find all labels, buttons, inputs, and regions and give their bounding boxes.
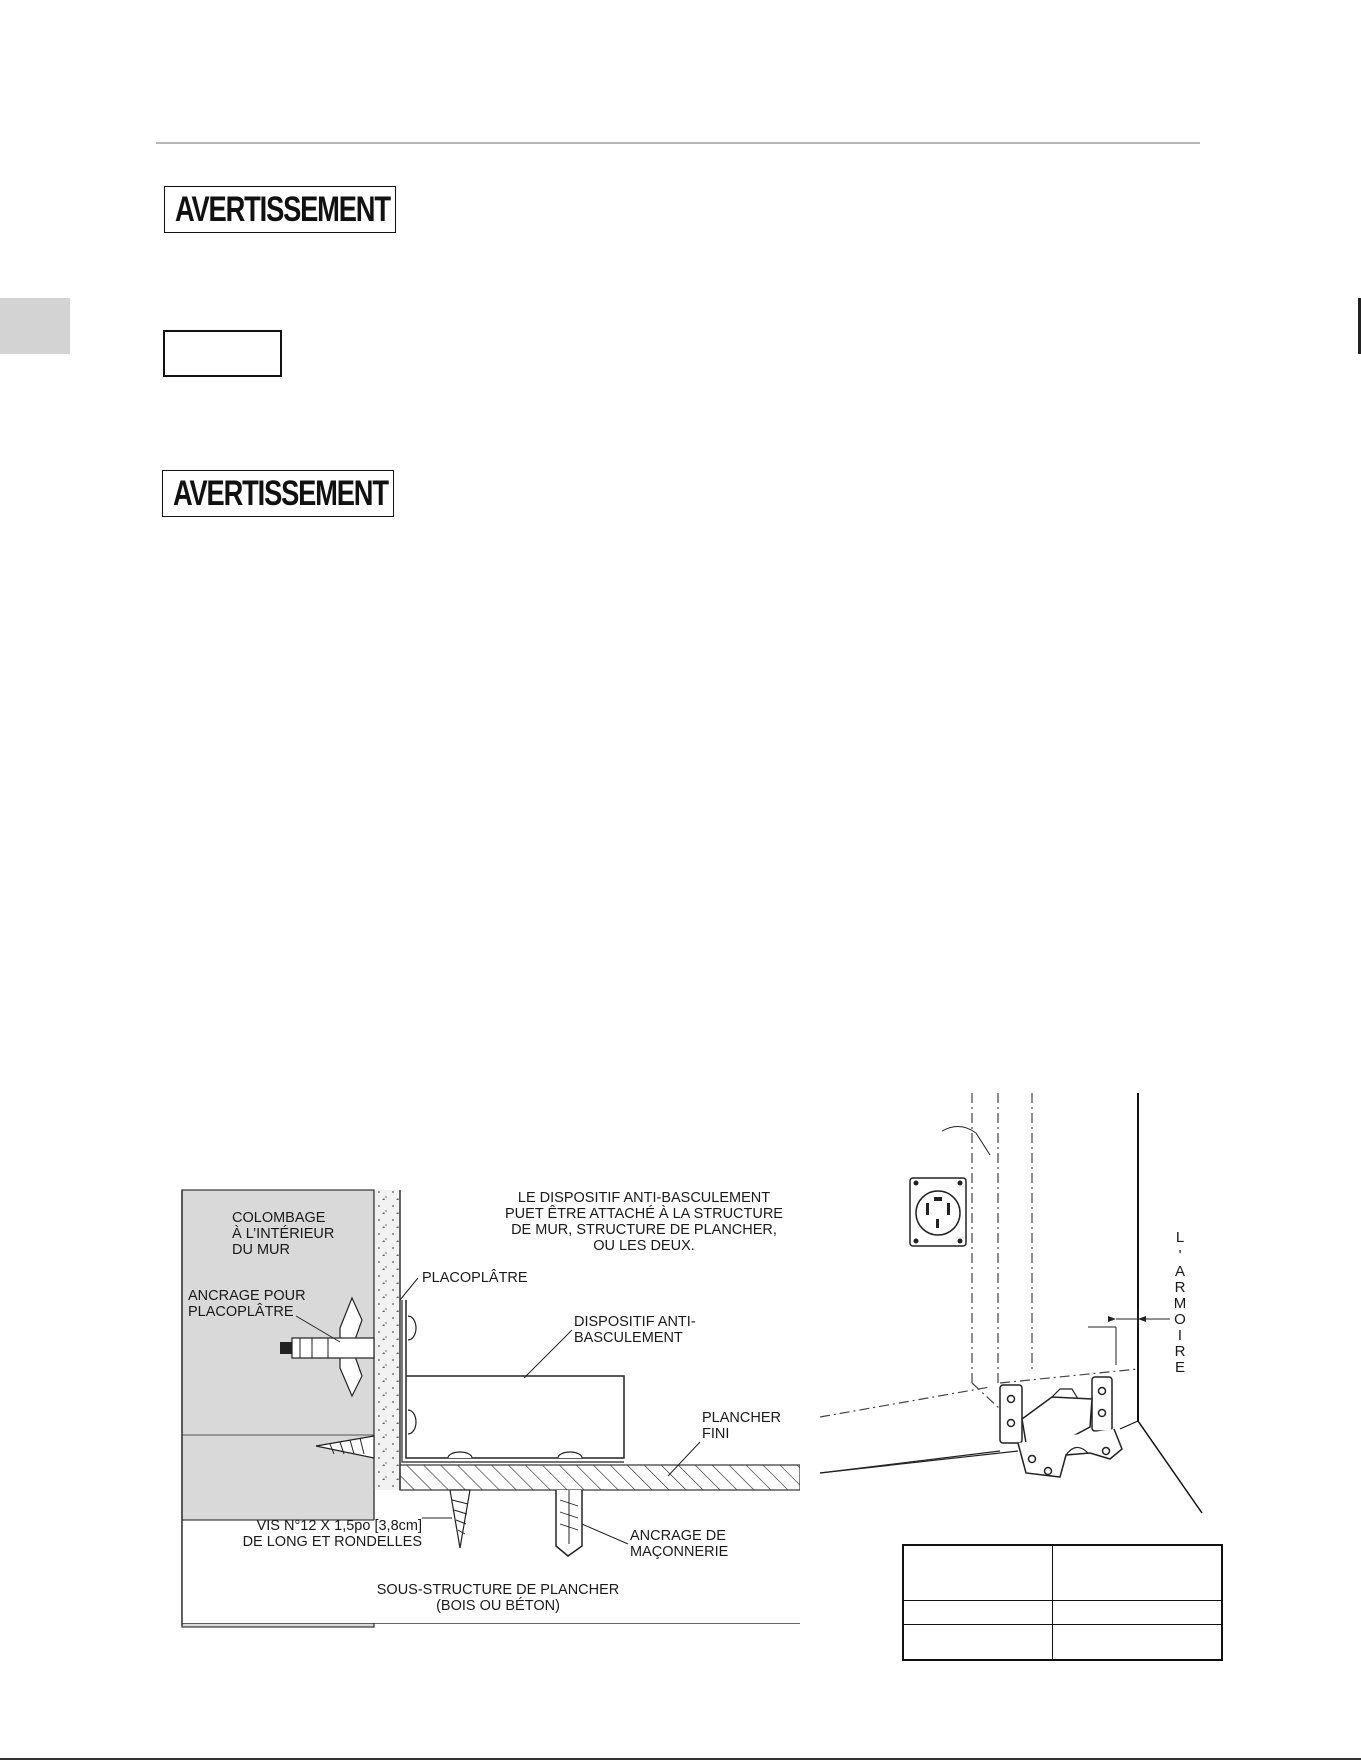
table-row	[903, 1624, 1222, 1660]
label-note: LE DISPOSITIF ANTI-BASCULEMENT PUET ÊTRE ATTACHÉ À LA STRUCTURE DE MUR, STRUCTURE DE PLANCHER, OU LES DEUX.	[505, 1190, 783, 1254]
section-tab	[0, 298, 70, 354]
label-dispositif: DISPOSITIF ANTI- BASCULEMENT	[574, 1314, 696, 1346]
vertical-label-letter: A	[1174, 1263, 1185, 1280]
bottom-rule	[0, 1758, 1361, 1760]
label-ancrage-placoplatre: ANCRAGE POUR PLACOPLÂTRE	[188, 1288, 306, 1320]
perspective-drawing	[820, 1093, 1220, 1527]
label-plancher-fini: PLANCHER FINI	[702, 1410, 781, 1442]
top-rule	[156, 142, 1200, 144]
warning-label-1-text: AVERTISSEMENT	[175, 189, 390, 229]
table-header-row	[903, 1545, 1222, 1601]
vertical-label-letter: '	[1178, 1247, 1182, 1264]
label-vis: VIS N°12 X 1,5po [3,8cm] DE LONG ET RONDELLES	[242, 1518, 422, 1550]
vertical-label-letter: L	[1175, 1229, 1185, 1246]
label-ancrage-maconnerie: ANCRAGE DE MAÇONNERIE	[630, 1528, 729, 1560]
table-cell	[1053, 1624, 1223, 1660]
vertical-label-letter: O	[1174, 1311, 1186, 1328]
vertical-label-letter: I	[1177, 1327, 1183, 1344]
vertical-label-letter: M	[1173, 1295, 1187, 1312]
empty-label-box	[163, 330, 282, 377]
table-cell	[1053, 1601, 1223, 1625]
vertical-label-letter: R	[1174, 1279, 1186, 1296]
table-cell	[903, 1601, 1053, 1625]
label-colombage: COLOMBAGE À L’INTÉRIEUR DU MUR	[232, 1210, 335, 1258]
label-sous-structure: SOUS-STRUCTURE DE PLANCHER (BOIS OU BÉTON)	[376, 1582, 620, 1614]
warning-label-1	[164, 186, 396, 233]
vertical-label-letter: R	[1174, 1343, 1186, 1360]
warning-label-2-text: AVERTISSEMENT	[173, 473, 388, 513]
anti-tip-perspective-diagram	[820, 1093, 1220, 1527]
warning-label-2	[162, 470, 394, 517]
spec-table	[902, 1544, 1223, 1661]
label-placoplatre: PLACOPLÂTRE	[422, 1270, 528, 1286]
anti-tip-cross-section-diagram	[180, 1188, 800, 1658]
table-cell	[1053, 1545, 1223, 1601]
table-cell	[903, 1545, 1053, 1601]
table-cell	[903, 1624, 1053, 1660]
table-row	[903, 1601, 1222, 1625]
vertical-label-letter: E	[1174, 1359, 1185, 1376]
